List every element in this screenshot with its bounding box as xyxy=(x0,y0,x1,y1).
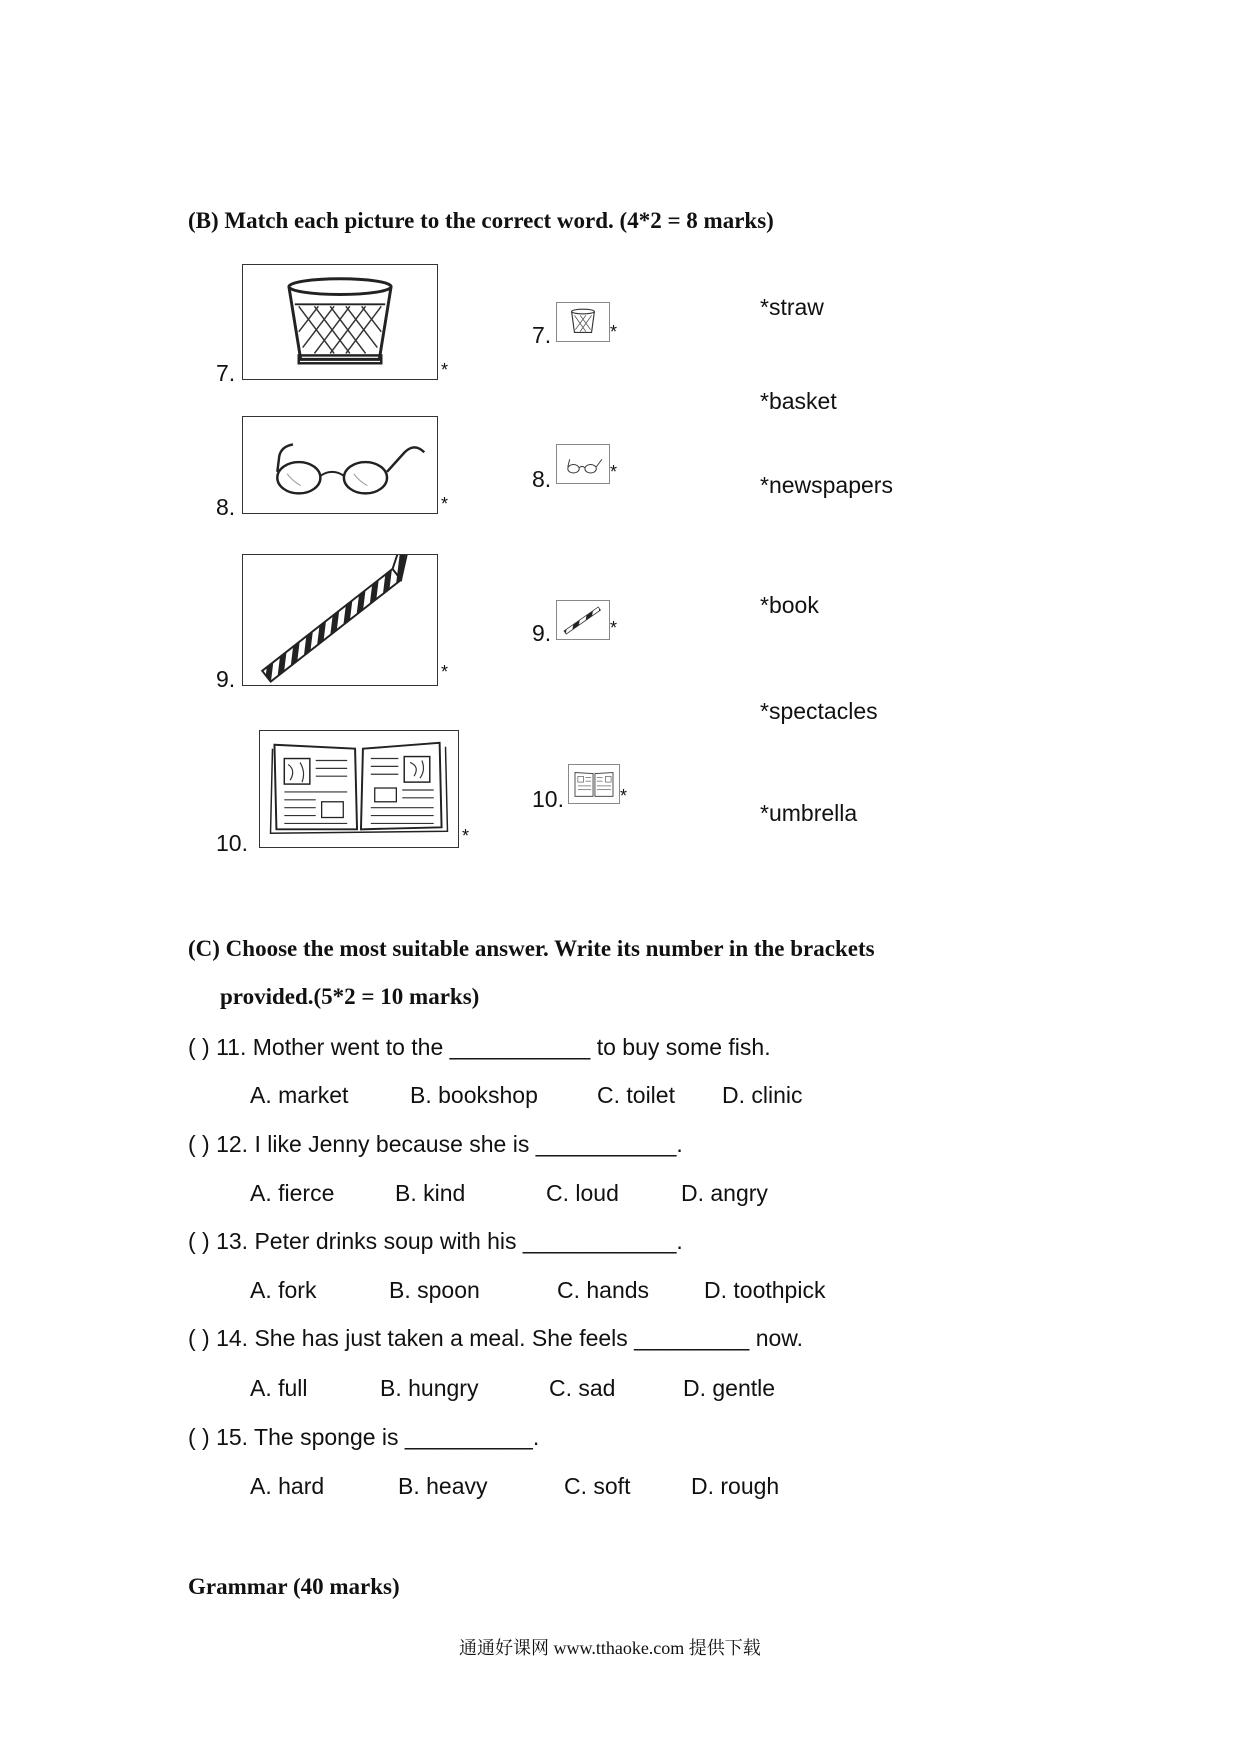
newspaper-picture xyxy=(259,730,459,848)
basket-picture xyxy=(242,264,438,380)
section-c-heading-line2: provided.(5*2 = 10 marks) xyxy=(220,984,480,1009)
item-10-number: 10. xyxy=(216,830,248,856)
item-8-thumb-number: 8. xyxy=(532,466,552,492)
question-14: ( ) 14. She has just taken a meal. She feels _________ now. xyxy=(188,1325,804,1351)
item-8-thumb-star: * xyxy=(610,462,618,482)
word-option: *newspapers xyxy=(760,472,893,498)
basket-thumb-icon xyxy=(557,303,609,341)
item-9-thumb-star: * xyxy=(610,618,618,638)
spectacles-picture xyxy=(242,416,438,514)
question-15-option-b: B. heavy xyxy=(398,1473,488,1499)
question-15-option-c: C. soft xyxy=(564,1473,631,1499)
word-option: *book xyxy=(760,592,819,618)
question-12-option-c: C. loud xyxy=(546,1180,619,1206)
section-b-heading: (B) Match each picture to the correct word. (4*2 = 8 marks) xyxy=(188,208,774,233)
item-10-thumb-number: 10. xyxy=(532,786,564,812)
item-8-number: 8. xyxy=(216,494,236,520)
footer-text: 通通好课网 www.tthaoke.com 提供下载 xyxy=(459,1638,761,1658)
question-11-option-b: B. bookshop xyxy=(410,1082,538,1108)
question-12: ( ) 12. I like Jenny because she is ___________. xyxy=(188,1131,683,1157)
item-7-star: * xyxy=(441,360,449,380)
grammar-heading: Grammar (40 marks) xyxy=(188,1574,400,1599)
question-13-option-c: C. hands xyxy=(557,1277,650,1303)
item-8-star: * xyxy=(441,494,449,514)
newspaper-thumb-icon xyxy=(569,765,619,803)
word-option: *spectacles xyxy=(760,698,878,724)
spectacles-thumb-icon xyxy=(557,445,609,483)
item-7-number: 7. xyxy=(216,360,236,386)
basket-thumbnail xyxy=(556,302,610,342)
section-c-heading: (C) Choose the most suitable answer. Write its number in the brackets xyxy=(188,936,875,961)
question-14-option-b: B. hungry xyxy=(380,1375,479,1401)
word-option: *basket xyxy=(760,388,837,414)
question-13: ( ) 13. Peter drinks soup with his ____________. xyxy=(188,1228,683,1254)
word-option: *umbrella xyxy=(760,800,858,826)
question-15-option-a: A. hard xyxy=(250,1473,325,1499)
question-15-option-d: D. rough xyxy=(691,1473,780,1499)
question-13-option-a: A. fork xyxy=(250,1277,317,1303)
straw-thumbnail xyxy=(556,600,610,640)
item-7-thumb-star: * xyxy=(610,322,618,342)
spectacles-icon xyxy=(243,417,437,513)
question-15: ( ) 15. The sponge is __________. xyxy=(188,1424,540,1450)
question-14-option-a: A. full xyxy=(250,1375,308,1401)
item-9-star: * xyxy=(441,662,449,682)
item-7-thumb-number: 7. xyxy=(532,322,552,348)
spectacles-thumbnail xyxy=(556,444,610,484)
question-13-option-d: D. toothpick xyxy=(704,1277,826,1303)
question-13-option-b: B. spoon xyxy=(389,1277,480,1303)
newspaper-thumbnail xyxy=(568,764,620,804)
question-11: ( ) 11. Mother went to the ___________ to buy some fish. xyxy=(188,1034,771,1060)
basket-icon xyxy=(243,265,437,379)
question-11-option-d: D. clinic xyxy=(722,1082,803,1108)
item-9-number: 9. xyxy=(216,666,236,692)
question-12-option-d: D. angry xyxy=(681,1180,768,1206)
question-11-option-c: C. toilet xyxy=(597,1082,675,1108)
question-11-option-a: A. market xyxy=(250,1082,349,1108)
newspaper-icon xyxy=(260,731,458,847)
word-option: *straw xyxy=(760,294,824,320)
item-10-star: * xyxy=(462,826,470,846)
item-10-thumb-star: * xyxy=(620,786,628,806)
straw-thumb-icon xyxy=(557,601,609,639)
question-14-option-c: C. sad xyxy=(549,1375,616,1401)
straw-icon xyxy=(243,555,437,685)
question-12-option-a: A. fierce xyxy=(250,1180,335,1206)
question-12-option-b: B. kind xyxy=(395,1180,466,1206)
straw-picture xyxy=(242,554,438,686)
item-9-thumb-number: 9. xyxy=(532,620,552,646)
question-14-option-d: D. gentle xyxy=(683,1375,776,1401)
